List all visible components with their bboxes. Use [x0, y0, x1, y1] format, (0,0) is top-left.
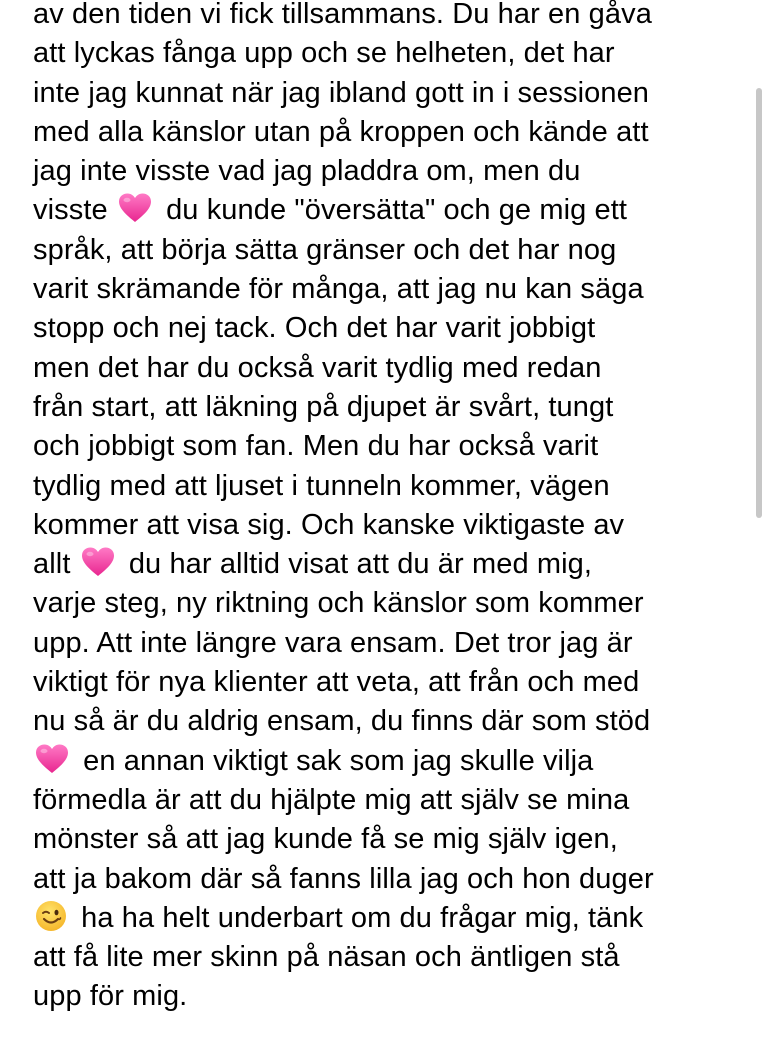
text-line: av den tiden vi fick tillsammans. Du har en gåva — [33, 0, 652, 30]
text-line: nu så är du aldrig ensam, du finns där som stöd — [33, 705, 651, 738]
text-line: varje steg, ny riktning och känslor som kommer — [33, 587, 644, 620]
heart-emoji-icon — [118, 193, 152, 223]
text-line: stopp och nej tack. Och det har varit jobbigt — [33, 312, 596, 345]
heart-emoji-icon — [35, 744, 69, 774]
text-line: med alla känslor utan på kroppen och kände att — [33, 115, 649, 148]
text-line: men det har du också varit tydlig med redan — [33, 351, 602, 384]
text-line: kommer att visa sig. Och kanske viktigaste av — [33, 508, 625, 541]
text-line: varit skrämande för många, att jag nu kan säga — [33, 273, 644, 306]
text-segment: du kunde "översätta" och ge mig ett — [166, 194, 628, 227]
winking-face-emoji-icon — [35, 900, 67, 932]
text-line — [33, 742, 738, 781]
text-line: att lyckas fånga upp och se helheten, det har — [33, 37, 615, 70]
text-line: tydlig med att ljuset i tunneln kommer, vägen — [33, 469, 610, 502]
text-line: från start, att läkning på djupet är svårt, tungt — [33, 390, 614, 423]
text-segment: du har alltid visat att du är med mig, — [128, 548, 593, 581]
note-body-text[interactable] — [33, 0, 738, 1017]
vertical-scrollbar[interactable] — [756, 88, 762, 518]
text-segment: ha ha helt underbart om du frågar mig, tänk — [81, 901, 644, 934]
text-line: jag inte visste vad jag pladdra om, men du — [33, 155, 581, 188]
heart-emoji-icon — [81, 547, 115, 577]
text-line: förmedla är att du hjälpte mig att själv se mina — [33, 783, 630, 816]
text-line: viktigt för nya klienter att veta, att från och med — [33, 666, 640, 699]
text-segment: en annan viktigt sak som jag skulle vilja — [83, 744, 594, 777]
text-line: upp. Att inte längre vara ensam. Det tror jag är — [33, 626, 633, 659]
text-line — [33, 545, 738, 584]
text-line — [33, 191, 738, 230]
text-line: att ja bakom där så fanns lilla jag och hon duger — [33, 862, 654, 895]
text-line: inte jag kunnat när jag ibland gott in i sessionen — [33, 76, 650, 109]
text-line: upp för mig. — [33, 980, 188, 1013]
text-line — [33, 899, 738, 938]
text-segment: visste — [33, 194, 108, 227]
text-segment: allt — [33, 548, 71, 581]
text-line: språk, att börja sätta gränser och det har nog — [33, 233, 617, 266]
text-line: mönster så att jag kunde få se mig själv igen, — [33, 823, 618, 856]
text-line: och jobbigt som fan. Men du har också varit — [33, 430, 599, 463]
text-line: att få lite mer skinn på näsan och äntligen stå — [33, 941, 620, 974]
